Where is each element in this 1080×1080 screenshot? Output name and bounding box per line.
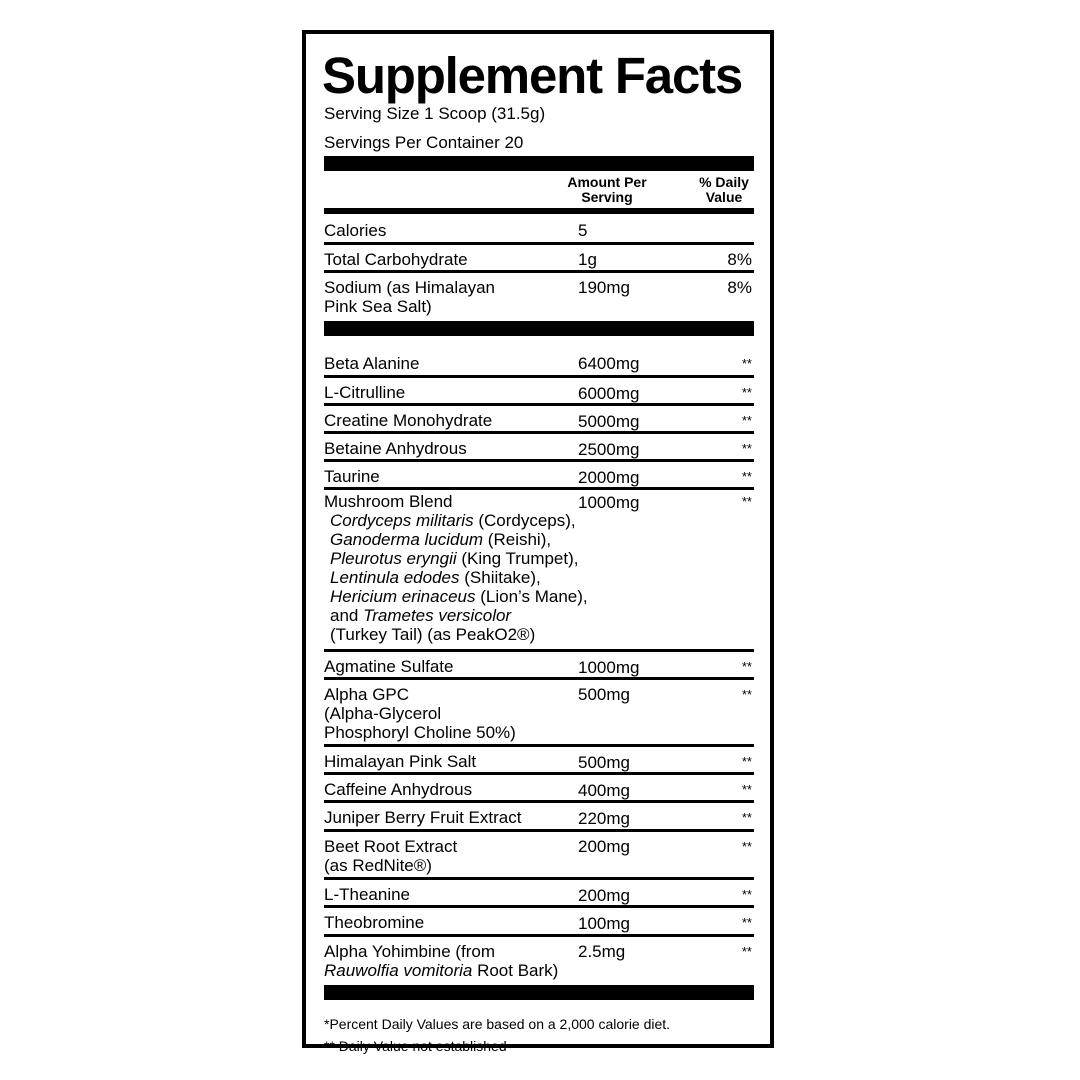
- nutrient-row-total-carbohydrate: [324, 245, 754, 273]
- ingredient-amount: 100mg: [578, 914, 630, 933]
- ingredient-amount: 1000mg: [578, 493, 640, 512]
- nutrient-amount: 5: [578, 221, 588, 240]
- ingredient-daily-value: **: [741, 356, 752, 371]
- divider-thick-middle: [324, 321, 754, 336]
- ingredient-name: Alpha GPC (Alpha-Glycerol Phosphoryl Choline 50%): [324, 685, 516, 742]
- footnotes: [324, 1016, 754, 1055]
- ingredient-row-beta-alanine: [324, 336, 754, 378]
- mushroom-reishi: Ganoderma lucidum (Reishi),: [330, 530, 552, 549]
- servings-per-container: Servings Per Container 20: [324, 133, 524, 152]
- ingredient-name: Taurine: [324, 467, 380, 486]
- nutrient-amount: 190mg: [578, 278, 630, 297]
- ingredient-row-agmatine: [324, 652, 754, 680]
- ingredient-row-creatine: [324, 406, 754, 434]
- footnote-daily-value-not-established: ** Daily Value not established: [324, 1038, 507, 1054]
- ingredient-amount: 5000mg: [578, 412, 640, 431]
- divider-thick-bottom: [324, 985, 754, 1000]
- ingredient-name: Alpha Yohimbine (from Rauwolfia vomitoria Root Bark): [324, 942, 559, 980]
- label-title: Supplement Facts: [322, 47, 743, 104]
- ingredient-amount: 2.5mg: [578, 942, 626, 961]
- divider-thick-top: [324, 156, 754, 171]
- daily-value-header: % Daily Value: [699, 174, 749, 205]
- ingredient-name: Juniper Berry Fruit Extract: [324, 808, 522, 827]
- ingredient-amount: 2000mg: [578, 468, 640, 487]
- label-content: [322, 47, 754, 1055]
- ingredient-row-betaine: [324, 434, 754, 462]
- mushroom-lions-mane: Hericium erinaceus (Lion’s Mane),: [330, 587, 588, 606]
- ingredient-row-l-citrulline: [324, 378, 754, 406]
- nutrient-row-calories: [324, 214, 754, 245]
- ingredient-amount: 500mg: [578, 685, 630, 704]
- mushroom-shiitake: Lentinula edodes (Shiitake),: [330, 568, 541, 587]
- ingredient-daily-value: **: [741, 385, 752, 400]
- ingredient-row-taurine: [324, 462, 754, 490]
- ingredient-amount: 6000mg: [578, 384, 640, 403]
- ingredient-name: Creatine Monohydrate: [324, 411, 493, 430]
- ingredient-name: Beta Alanine: [324, 354, 420, 373]
- ingredient-row-juniper: [324, 803, 754, 832]
- ingredient-amount: 500mg: [578, 753, 630, 772]
- ingredient-daily-value: **: [741, 469, 752, 484]
- nutrient-name: Total Carbohydrate: [324, 250, 468, 269]
- ingredient-name: Theobromine: [324, 913, 425, 932]
- ingredient-amount: 200mg: [578, 886, 630, 905]
- ingredient-amount: 2500mg: [578, 440, 640, 459]
- ingredient-daily-value: **: [741, 782, 752, 797]
- ingredient-name: Mushroom Blend Cordyceps militaris (Cordyceps), Ganoderma lucidum (Reishi), Pleurotus eryngii (King Trumpet), Lentinula edodes (Shiitake), Hericium erinaceus (Lion’s Mane), and Trametes versicolor (Turkey Tail) (as PeakO2®): [324, 492, 624, 644]
- mushroom-turkey-tail: and Trametes versicolor: [330, 606, 512, 625]
- nutrient-row-sodium: [324, 273, 754, 321]
- ingredient-name: Betaine Anhydrous: [324, 439, 467, 458]
- ingredient-daily-value: **: [741, 494, 752, 509]
- mushroom-cordyceps: Cordyceps militaris (Cordyceps),: [330, 511, 576, 530]
- ingredient-daily-value: **: [741, 441, 752, 456]
- ingredient-daily-value: **: [741, 810, 752, 825]
- footnote-percent-daily-value: *Percent Daily Values are based on a 2,000 calorie diet.: [324, 1016, 671, 1032]
- ingredient-row-beet-root: [324, 832, 754, 880]
- ingredient-row-caffeine: [324, 775, 754, 803]
- ingredient-name: Beet Root Extract (as RedNite®): [324, 837, 458, 875]
- ingredient-name: L-Citrulline: [324, 383, 406, 402]
- ingredient-row-theobromine: [324, 908, 754, 937]
- ingredient-name: L-Theanine: [324, 885, 411, 904]
- ingredient-daily-value: **: [741, 915, 752, 930]
- ingredient-amount: 220mg: [578, 809, 630, 828]
- serving-size: Serving Size 1 Scoop (31.5g): [324, 104, 546, 123]
- amount-per-serving-header: Amount Per Serving: [567, 174, 647, 205]
- ingredient-row-himalayan-pink-salt: [324, 747, 754, 775]
- ingredient-daily-value: **: [741, 413, 752, 428]
- ingredient-daily-value: **: [741, 887, 752, 902]
- ingredient-daily-value: **: [741, 754, 752, 769]
- nutrient-daily-value: 8%: [727, 278, 752, 297]
- ingredient-daily-value: **: [741, 944, 752, 959]
- column-header: [324, 171, 754, 208]
- mushroom-peako2: (Turkey Tail) (as PeakO2®): [330, 625, 536, 644]
- nutrient-daily-value: 8%: [727, 250, 752, 269]
- ingredient-amount: 200mg: [578, 837, 630, 856]
- nutrient-amount: 1g: [578, 250, 597, 269]
- nutrient-name: Calories: [324, 221, 387, 240]
- mushroom-king-trumpet: Pleurotus eryngii (King Trumpet),: [330, 549, 579, 568]
- ingredient-daily-value: **: [741, 839, 752, 854]
- ingredient-amount: 6400mg: [578, 354, 640, 373]
- ingredient-row-mushroom-blend: [324, 490, 754, 652]
- ingredient-row-l-theanine: [324, 880, 754, 908]
- nutrient-name: Sodium (as Himalayan Pink Sea Salt): [324, 278, 496, 316]
- ingredient-daily-value: **: [741, 659, 752, 674]
- ingredient-name: Caffeine Anhydrous: [324, 780, 473, 799]
- ingredient-name: Agmatine Sulfate: [324, 657, 454, 676]
- ingredient-name: Himalayan Pink Salt: [324, 752, 477, 771]
- supplement-facts-label: [302, 30, 774, 1054]
- ingredient-amount: 400mg: [578, 781, 630, 800]
- ingredient-row-alpha-gpc: [324, 680, 754, 747]
- ingredient-daily-value: **: [741, 687, 752, 702]
- ingredient-row-alpha-yohimbine: [324, 937, 754, 985]
- ingredient-amount: 1000mg: [578, 658, 640, 677]
